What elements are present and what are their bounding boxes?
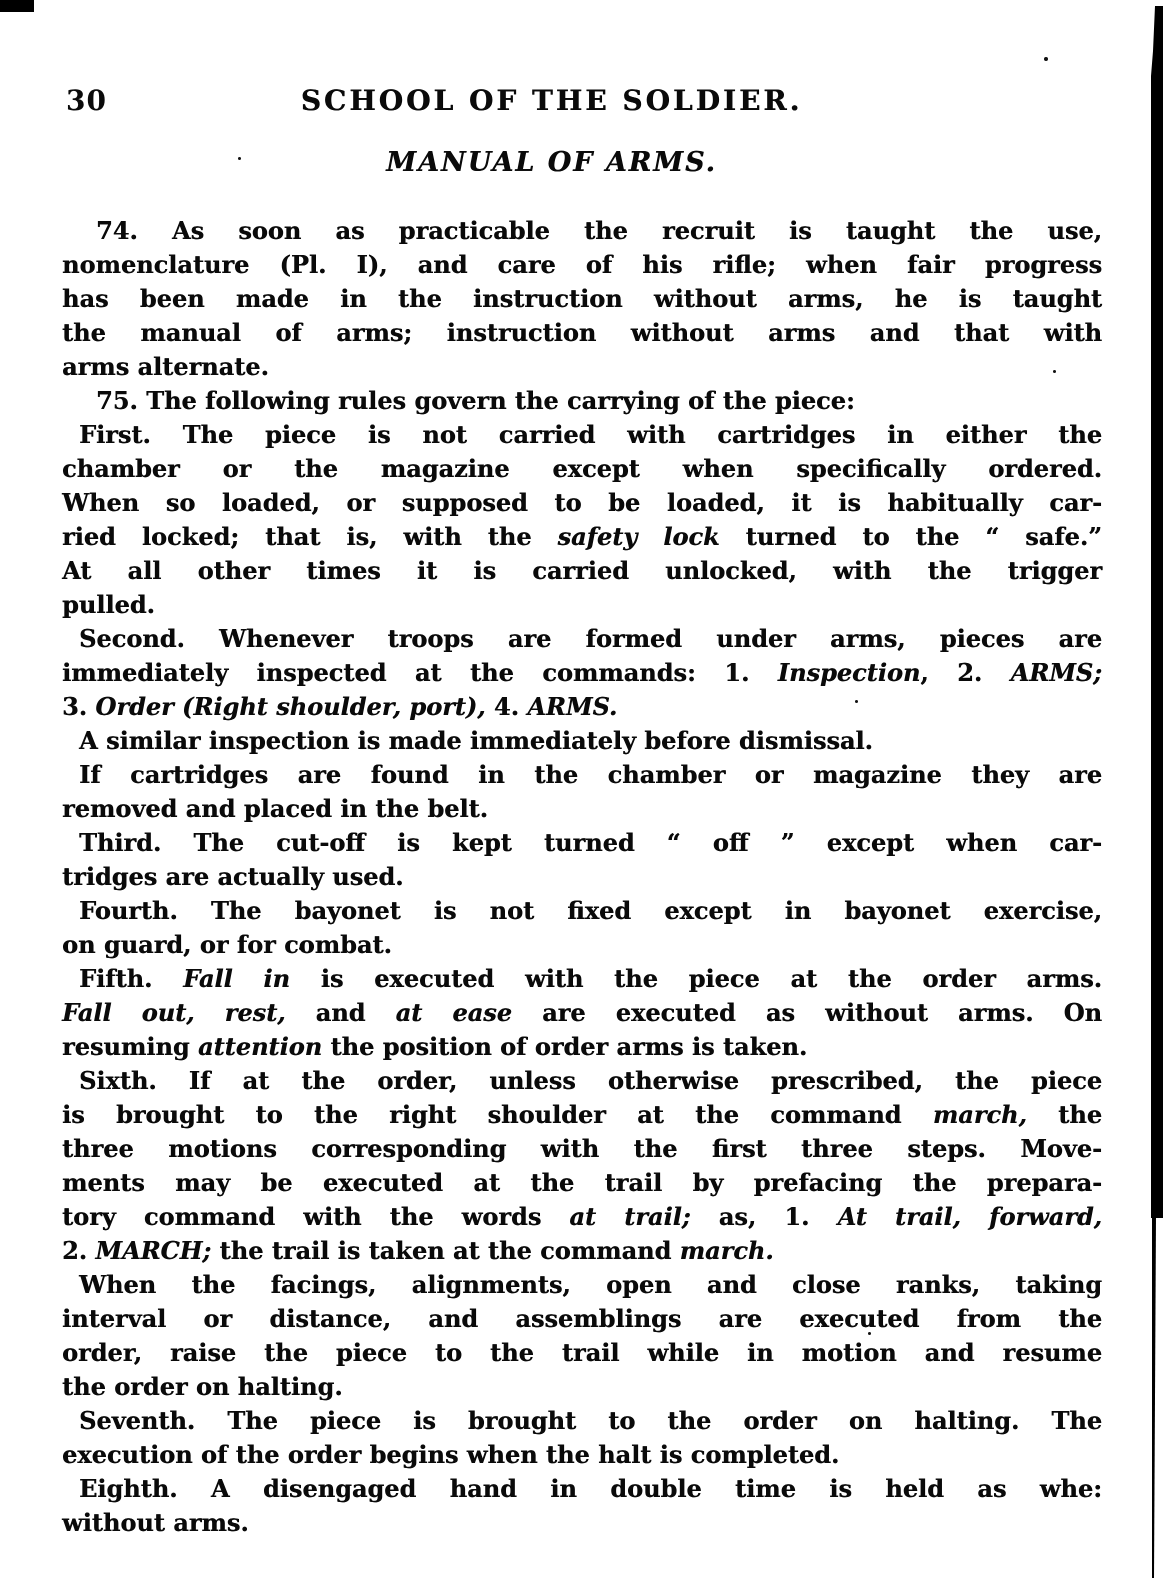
text-line: interval or distance, and assemblings are executed from the (62, 1304, 1102, 1333)
text-line: without arms. (62, 1508, 249, 1537)
text-line: ments may be executed at the trail by prefacing the prepara- (62, 1168, 1102, 1197)
page-header (0, 84, 1163, 120)
text-line: execution of the order begins when the halt is completed. (62, 1440, 840, 1469)
text-line: 2. MARCH; the trail is taken at the command march. (62, 1236, 774, 1265)
section-title: MANUAL OF ARMS. (386, 147, 717, 178)
text-line: Fourth. The bayonet is not fixed except in bayonet exercise, (79, 896, 1102, 925)
text-line: Second. Whenever troops are formed under arms, pieces are (79, 624, 1102, 653)
text-line: chamber or the magazine except when specifically ordered. (62, 454, 1102, 483)
text-line: on guard, or for combat. (62, 930, 392, 959)
text-line: resuming attention the position of order arms is taken. (62, 1032, 808, 1061)
text-line: Fifth. Fall in is executed with the piece at the order arms. (79, 964, 1102, 993)
text-line: removed and placed in the belt. (62, 794, 488, 823)
text-line: Seventh. The piece is brought to the order on halting. The (79, 1406, 1102, 1435)
text-line: three motions corresponding with the first three steps. Move- (62, 1134, 1102, 1163)
text-line: pulled. (62, 590, 155, 619)
page-number: 30 (66, 84, 107, 117)
text-line: immediately inspected at the commands: 1. Inspection, 2. ARMS; (62, 658, 1102, 687)
scan-binding-shadow-thin (1152, 1216, 1156, 1578)
text-line: is brought to the right shoulder at the command march, the (62, 1100, 1102, 1129)
text-line: arms alternate. (62, 352, 269, 381)
page-body (62, 214, 1102, 1540)
text-line: If cartridges are found in the chamber or magazine they are (79, 760, 1102, 789)
text-line: 75. The following rules govern the carrying of the piece: (96, 386, 855, 415)
text-line: tory command with the words at trail; as, 1. At trail, forward, (62, 1202, 1103, 1231)
text-line: has been made in the instruction without arms, he is taught (62, 284, 1102, 313)
text-line: order, raise the piece to the trail while in motion and resume (62, 1338, 1102, 1367)
text-line: Sixth. If at the order, unless otherwise prescribed, the piece (79, 1066, 1102, 1095)
scan-binding-shadow (1151, 6, 1163, 1218)
text-line: When so loaded, or supposed to be loaded, it is habitually car- (62, 488, 1102, 517)
text-line: When the facings, alignments, open and close ranks, taking (79, 1270, 1102, 1299)
text-line: Eighth. A disengaged hand in double time is held as whe: (79, 1474, 1102, 1503)
text-line: At all other times it is carried unlocked, with the trigger (62, 556, 1102, 585)
running-head-title: SCHOOL OF THE SOLDIER. (300, 84, 803, 117)
text-line: ried locked; that is, with the safety lock turned to the “ safe.” (62, 522, 1102, 551)
text-line: First. The piece is not carried with cartridges in either the (79, 420, 1102, 449)
text-line: tridges are actually used. (62, 862, 404, 891)
text-line: the manual of arms; instruction without arms and that with (62, 318, 1102, 347)
text-line: 74. As soon as practicable the recruit is taught the use, (96, 216, 1102, 245)
text-line: 3. Order (Right shoulder, port), 4. ARMS. (62, 692, 618, 721)
text-line: Third. The cut-off is kept turned “ off ” except when car- (79, 828, 1102, 857)
text-line: the order on halting. (62, 1372, 343, 1401)
scan-corner-artifact (0, 0, 34, 12)
scan-speck (1044, 57, 1048, 61)
text-line: Fall out, rest, and at ease are executed as without arms. On (62, 998, 1102, 1027)
text-line: A similar inspection is made immediately before dismissal. (79, 726, 873, 755)
text-line: nomenclature (Pl. I), and care of his rifle; when fair progress (62, 250, 1102, 279)
